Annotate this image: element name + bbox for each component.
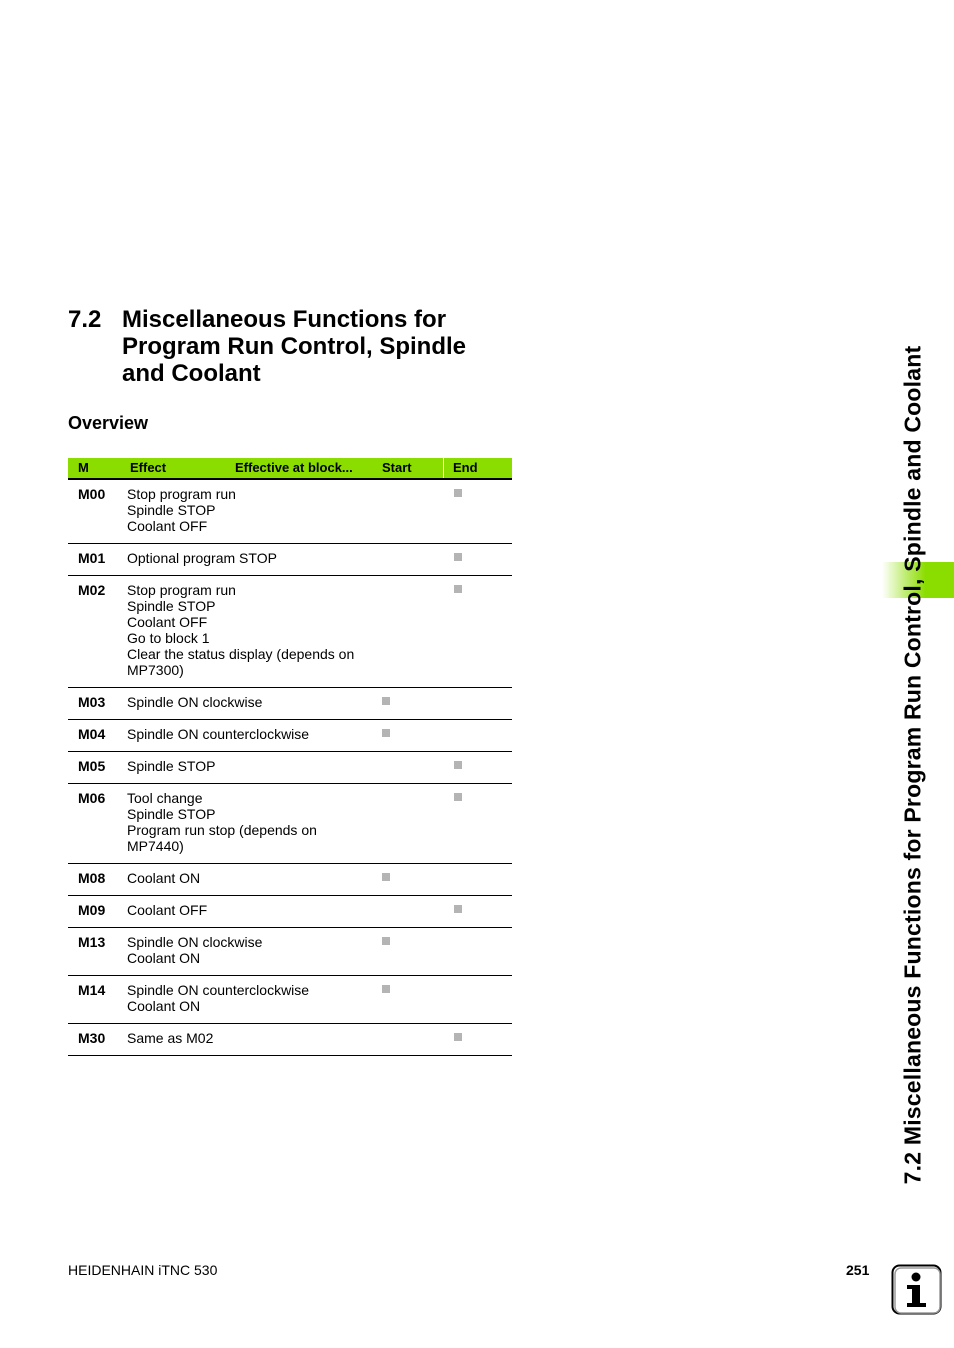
table-row <box>68 864 512 896</box>
effect-line: Coolant ON <box>127 950 201 966</box>
section-title-line: and Coolant <box>122 360 261 387</box>
effect-line: Coolant ON <box>127 998 201 1014</box>
table-row <box>68 784 512 864</box>
table-row <box>68 688 512 720</box>
m-code: M04 <box>78 726 106 742</box>
subheading-overview: Overview <box>68 413 149 433</box>
header-effective-at-block: Effective at block... <box>235 460 353 475</box>
table-body <box>68 480 512 1056</box>
effect-cell <box>127 752 367 783</box>
end-mark-icon <box>454 553 462 561</box>
effect-cell <box>127 480 367 543</box>
effect-cell <box>127 720 367 751</box>
table-row <box>68 576 512 688</box>
effect-cell <box>127 896 367 927</box>
effect-line: Coolant OFF <box>127 614 208 630</box>
table-row <box>68 896 512 928</box>
effect-line: Spindle STOP <box>127 806 216 822</box>
info-icon <box>891 1264 943 1321</box>
effect-line: Spindle ON counterclockwise <box>127 726 310 742</box>
side-running-title: 7.2 Miscellaneous Functions for Program Run Control, Spindle and Coolant <box>899 345 926 1185</box>
effect-line: Stop program run <box>127 582 236 598</box>
start-mark-icon <box>382 729 390 737</box>
header-effect: Effect <box>130 460 167 475</box>
end-mark-icon <box>454 793 462 801</box>
table-row <box>68 544 512 576</box>
effect-line: Go to block 1 <box>127 630 210 646</box>
header-m: M <box>78 460 89 475</box>
section-title <box>122 306 522 387</box>
effect-line: Spindle STOP <box>127 598 216 614</box>
m-code: M00 <box>78 486 106 502</box>
effect-cell <box>127 976 367 1023</box>
effect-cell <box>127 576 367 687</box>
effect-line: MP7300) <box>127 662 184 678</box>
effect-line: Spindle ON clockwise <box>127 694 263 710</box>
table-row <box>68 976 512 1024</box>
m-code: M05 <box>78 758 106 774</box>
effect-line: MP7440) <box>127 838 184 854</box>
effect-line: Stop program run <box>127 486 236 502</box>
table-row <box>68 928 512 976</box>
section-number: 7.2 <box>68 306 102 333</box>
m-code: M13 <box>78 934 106 950</box>
header-end: End <box>453 460 478 475</box>
section-heading <box>68 306 522 387</box>
effect-cell <box>127 544 367 575</box>
start-mark-icon <box>382 985 390 993</box>
effect-line: Spindle ON clockwise <box>127 934 263 950</box>
section-title-line: Program Run Control, Spindle <box>122 333 467 360</box>
m-code: M02 <box>78 582 106 598</box>
end-mark-icon <box>454 1033 462 1041</box>
effect-line: Spindle STOP <box>127 502 216 518</box>
table-row <box>68 720 512 752</box>
table-row <box>68 752 512 784</box>
effect-line: Spindle ON counterclockwise <box>127 982 310 998</box>
m-code: M01 <box>78 550 106 566</box>
effect-line: Optional program STOP <box>127 550 277 566</box>
effect-cell <box>127 928 367 975</box>
m-code: M30 <box>78 1030 106 1046</box>
start-mark-icon <box>382 697 390 705</box>
header-divider <box>443 458 444 478</box>
footer-product: HEIDENHAIN iTNC 530 <box>68 1262 218 1278</box>
header-start: Start <box>382 460 412 475</box>
table-row <box>68 1024 512 1056</box>
start-mark-icon <box>382 937 390 945</box>
effect-cell <box>127 1024 367 1055</box>
m-code: M03 <box>78 694 106 710</box>
end-mark-icon <box>454 761 462 769</box>
start-mark-icon <box>382 873 390 881</box>
end-mark-icon <box>454 905 462 913</box>
table-header <box>68 458 512 478</box>
end-mark-icon <box>454 585 462 593</box>
effect-line: Same as M02 <box>127 1030 214 1046</box>
effect-cell <box>127 688 367 719</box>
table-row <box>68 480 512 544</box>
effect-line: Spindle STOP <box>127 758 216 774</box>
m-code: M08 <box>78 870 106 886</box>
page-number: 251 <box>846 1262 870 1278</box>
m-code: M09 <box>78 902 106 918</box>
end-mark-icon <box>454 489 462 497</box>
section-title-line: Miscellaneous Functions for <box>122 306 447 333</box>
effect-line: Tool change <box>127 790 203 806</box>
effect-line: Clear the status display (depends on <box>127 646 355 662</box>
effect-line: Coolant OFF <box>127 518 208 534</box>
effect-line: Coolant OFF <box>127 902 208 918</box>
m-functions-table <box>68 458 512 1056</box>
effect-cell <box>127 864 367 895</box>
effect-line: Program run stop (depends on <box>127 822 317 838</box>
m-code: M14 <box>78 982 106 998</box>
effect-line: Coolant ON <box>127 870 201 886</box>
m-code: M06 <box>78 790 106 806</box>
effect-cell <box>127 784 367 863</box>
